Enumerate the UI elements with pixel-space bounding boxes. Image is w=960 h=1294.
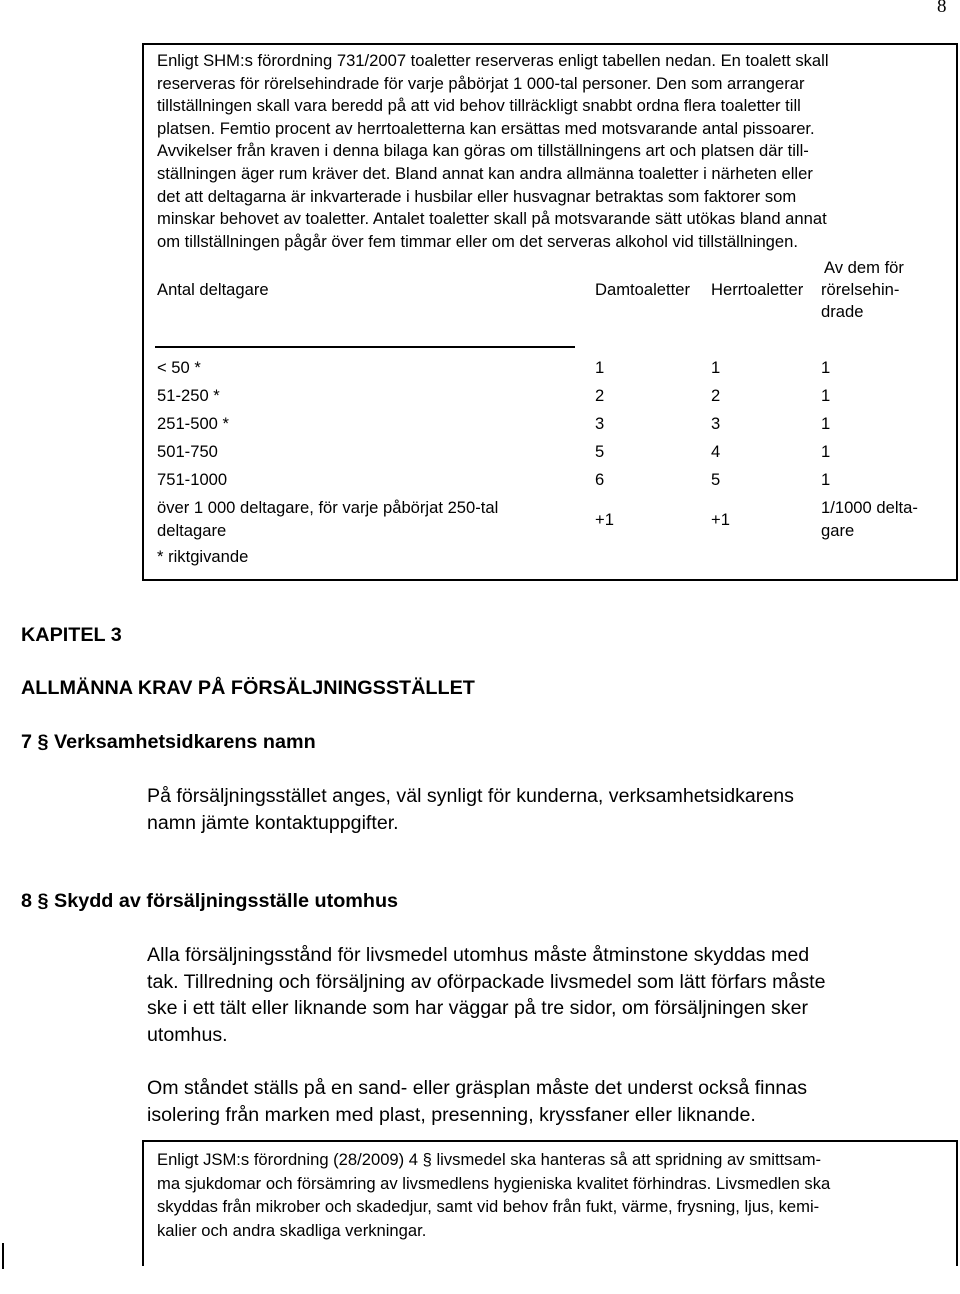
regulation-line: ma sjukdomar och försämring av livsmedlens hygieniska kvalitet förhindras. Livsmedlen ska [157,1173,831,1193]
regulation-line: skyddas från mikrober och skadedjur, samt vid behov från fukt, värme, frysning, ljus, kemi- [157,1197,820,1216]
last-row-disabled-line1: 1/1000 delta- [821,498,918,517]
row-participants: 51-250 * [157,386,220,405]
row-disabled: 1 [821,442,831,461]
chapter-label: KAPITEL 3 [21,624,122,646]
row-men: 3 [711,414,721,433]
row-men: 4 [711,442,721,461]
regulation-line: platsen. Femtio procent av herrtoaletterna kan ersättas med motsvarande antal pissoarer. [157,118,815,138]
paragraph-line: ske i ett tält eller liknande som har väggar på tre sidor, om försäljningen sker [147,997,809,1020]
regulation-line: Enligt SHM:s förordning 731/2007 toaletter reserveras enligt tabellen nedan. En toalett skall [157,51,829,70]
header-disabled-line3: drade [821,302,864,321]
paragraph-line: namn jämte kontaktuppgifter. [147,811,399,834]
paragraph-line: På försäljningsstället anges, väl synligt för kunderna, verksamhetsidkarens [147,785,794,807]
row-women: 1 [595,358,605,377]
row-men: 5 [711,470,721,489]
row-women: 2 [595,386,605,405]
row-disabled: 1 [821,414,831,433]
row-participants: 251-500 * [157,414,229,433]
last-row-participants-line2: deltagare [157,521,227,540]
row-men: 1 [711,358,721,377]
section-8-paragraph-2 [147,1075,807,1128]
row-disabled: 1 [821,470,831,489]
regulation-line: tillställningen skall vara beredd på att vid behov tillräckligt snabbt ordna flera toaletter till [157,96,801,116]
header-men-toilets: Herrtoaletter [711,280,804,299]
row-disabled: 1 [821,358,831,377]
paragraph-line: utomhus. [147,1023,228,1046]
header-participants: Antal deltagare [157,280,269,299]
regulation-line: om tillställningen pågår över fem timmar eller om det serveras alkohol vid tillställningen. [157,231,798,251]
paragraph-line: tak. Tillredning och försäljning av oförpackade livsmedel som lätt förfars måste [147,970,826,993]
section-8-paragraph-1 [147,942,825,1048]
table-footnote: * riktgivande [157,547,249,566]
last-row-women: +1 [595,510,614,529]
row-disabled: 1 [821,386,831,405]
regulation-line: Avvikelser från kraven i denna bilaga kan göras om tillställningens art och platsen där till- [157,141,809,161]
paragraph-line: isolering från marken med plast, presenning, kryssfaner eller liknande. [147,1103,756,1126]
last-row-men: +1 [711,510,730,529]
regulation-line: ställningen äger rum kräver det. Bland annat kan andra allmänna toaletter i närheten eller [157,163,813,183]
regulation-line: det att deltagarna är inkvarterade i husbilar eller husvagnar betraktas som faktorer som [157,186,797,206]
regulation-text [157,50,957,253]
last-row-disabled-line2: gare [821,521,855,540]
regulation-line: minskar behovet av toaletter. Antalet toaletter skall på motsvarande sätt utökas bland annat [157,209,827,229]
page-number: 8 [937,0,947,17]
regulation-line: Enligt JSM:s förordning (28/2009) 4 § livsmedel ska hanteras så att spridning av smittsam- [157,1150,822,1169]
regulation-text [157,1148,830,1242]
row-women: 3 [595,414,605,433]
paragraph-line: Om ståndet ställs på en sand- eller gräsplan måste det underst också finnas [147,1077,808,1099]
row-men: 2 [711,386,721,405]
table-header-rule [155,346,575,348]
row-women: 5 [595,442,605,461]
regulation-line: kalier och andra skadliga verkningar. [157,1220,427,1240]
header-disabled-line1: Av dem för [824,258,904,277]
row-participants: 501-750 [157,442,218,461]
paragraph-line: Alla försäljningsstånd för livsmedel utomhus måste åtminstone skyddas med [147,944,810,966]
section-7-text [147,783,794,836]
row-participants: 751-1000 [157,470,228,489]
row-women: 6 [595,470,605,489]
header-disabled-line2: rörelsehin- [821,280,900,299]
section-8-heading: 8 § Skydd av försäljningsställe utomhus [21,890,399,912]
regulation-line: reserveras för rörelsehindrade för varje påbörjat 1 000-tal personer. Den som arrangerar [157,73,805,93]
row-participants: < 50 * [157,358,201,377]
margin-change-bar [2,1243,4,1269]
last-row-participants-line1: över 1 000 deltagare, för varje påbörjat 250-tal [157,498,499,517]
chapter-title: ALLMÄNNA KRAV PÅ FÖRSÄLJNINGSSTÄLLET [21,677,475,699]
section-7-heading: 7 § Verksamhetsidkarens namn [21,731,316,753]
header-women-toilets: Damtoaletter [595,280,690,299]
